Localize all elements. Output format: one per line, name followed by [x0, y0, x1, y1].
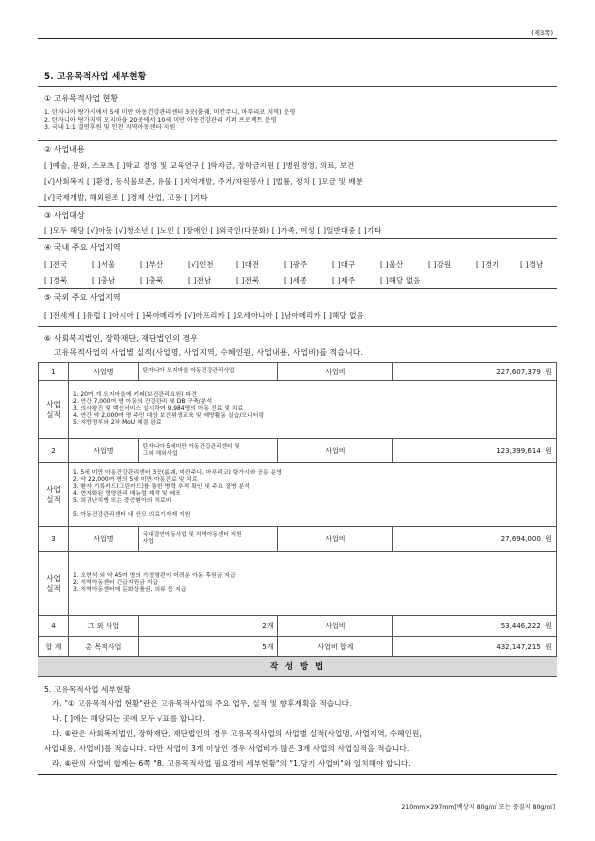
performance-details	[68, 463, 556, 527]
detail-line: 3. 의사왕진 및 백신서비스 실시하여 9,984명의 아동 진료 및 치료	[72, 406, 244, 412]
region-option: [ ]제주	[332, 276, 356, 285]
instruction-line: 사업내용, 사업비)를 적습니다. 다만 사업이 3개 이상인 경우 사업비가 많은 3개 사업의 사업실적을 적습니다.	[44, 744, 410, 753]
project-detail-row	[39, 463, 557, 527]
target-header: ③ 사업대상	[44, 211, 85, 220]
section-title: 5. 고유목적사업 세부현황	[44, 72, 147, 82]
current-line: 1. 탄자니아 탕가시에서 5세 미만 아동건강관리센터 3곳(룸궤, 미칸주니, 마푸리코 지역) 운영	[44, 109, 296, 116]
instruction-line: 라. ⑥란의 사업비 합계는 6쪽 "8. 고유목적사업 필요경비 세부현황"의 "1.당기 사업비"와 일치해야 합니다.	[52, 759, 411, 768]
instruction-line: 나. [ ]에는 해당되는 곳에 모두 √표를 합니다.	[52, 714, 205, 723]
other-cost-cell	[393, 616, 557, 637]
project-row	[39, 363, 557, 381]
project-name-label: 사업명	[68, 527, 138, 552]
detail-line: 5. 희귀난치병 또는 중증환아의 치료비	[72, 498, 172, 504]
content-row: [√]사회복지 [ ]환경, 동식물보존, 유물 [ ]지역개발, 주거/자원봉사 [ ]법률, 정치 [ ]모금 및 배분	[44, 177, 364, 186]
project-cost: 227,607,379	[496, 367, 541, 376]
performance-table	[38, 362, 557, 658]
overseas-block	[38, 288, 557, 327]
detail-line: 3. 지역아동센터에 문화상품권, 의류 등 지급	[72, 587, 187, 593]
region-option: [ ]대구	[332, 260, 356, 269]
current-status-lines	[44, 109, 295, 132]
region-option: [ ]광주	[284, 260, 308, 269]
won-unit: 원	[545, 643, 552, 651]
detail-line: 2. 연간 7,000여 명 아동의 건강관리 및 DB 구축/분석	[72, 399, 213, 405]
detail-line: 2. 약 22,000여 명의 5세 미만 아동진료 및 치료	[72, 477, 198, 483]
domestic-header: ④ 국내 주요 사업지역	[44, 243, 121, 252]
bottom-rule	[38, 774, 557, 775]
project-detail-row	[39, 552, 557, 616]
won-unit: 원	[545, 367, 552, 376]
target-row: [ ]모두 해당 [√]아동 [√]청소년 [ ]노인 [ ]장애인 [ ]외국인(다문화) [ ]가족, 여성 [ ]일반대중 [ ]기타	[44, 226, 382, 235]
performance-label: 사업 실적	[39, 552, 69, 616]
region-option: [ ]전남	[188, 276, 212, 285]
region-option: [ ]대전	[236, 260, 260, 269]
domestic-block	[38, 238, 557, 289]
region-option: [ ]강원	[428, 260, 452, 269]
current-line: 2. 탄자니아 탕가지역 오지마을 20곳에서 10세 미만 아동건강관리 키퍼 프로젝트 운영	[44, 116, 277, 124]
instruction-line: 다. ⑥란은 사회복지법인, 장학재단, 재단법인의 경우 고유목적사업의 사업별 실적(사업명, 사업지역, 수혜인원,	[52, 729, 422, 738]
detail-line	[73, 505, 552, 512]
detail-line: 4. 현지화된 영양관리 매뉴얼 제작 및 배포	[72, 491, 181, 497]
detail-line: 1. 20여 개 오지마을에 키퍼(보건관리요원) 파견	[72, 392, 197, 398]
top-rule	[38, 38, 557, 39]
project-name-label: 사업명	[68, 363, 138, 381]
project-cost-cell	[393, 363, 557, 381]
total-row	[39, 637, 557, 658]
instruction-line: 5. 고유목적사업 세부현황	[44, 685, 131, 694]
total-number: 합 계	[39, 637, 69, 658]
region-option: [ ]충남	[92, 276, 116, 285]
project-row	[39, 527, 557, 552]
detail-line: 1. 오현석 외 약 45여 명의 가정형편이 어려운 아동 후원금 지급	[72, 573, 236, 579]
project-cost-cell	[393, 527, 557, 552]
page-tag: (제3쪽)	[531, 29, 553, 37]
welfare-header: ⑥ 사회복지법인, 장학재단, 재단법인의 경우	[44, 334, 198, 343]
region-option: [ ]울산	[380, 260, 404, 269]
performance-details	[68, 552, 556, 616]
region-option: [ ]충북	[140, 276, 164, 285]
welfare-block	[38, 326, 557, 363]
instruction-line: 가. "① 고유목적사업 현황"란은 고유목적사업의 주요 업무, 실적 및 향후계획을 적습니다.	[52, 699, 352, 708]
project-name: 국내결연아동사업 및 지역아동센터 지원 사업	[138, 527, 278, 552]
other-cost: 53,446,222	[500, 622, 541, 630]
other-cost-label: 사업비	[278, 616, 393, 637]
region-option: [ ]경남	[520, 260, 544, 269]
total-cost-cell	[393, 637, 557, 658]
current-line: 3. 국내 1:1 결연후원 및 인천 지역아동센터 지원	[44, 124, 176, 132]
detail-line: 5. 지방정부와 2차 MoU 체결 완료	[72, 420, 162, 426]
project-cost: 27,694,000	[500, 535, 541, 543]
won-unit: 원	[545, 535, 552, 543]
paper-spec: 210mm×297mm[백상지 80g/㎡ 또는 중질지 80g/㎡]	[401, 804, 555, 811]
performance-label: 사업 실적	[39, 463, 69, 527]
region-option: [ ]경기	[476, 260, 500, 269]
total-cost: 432,147,215	[496, 643, 541, 651]
project-name: 탄자니아 5세미만 아동건강관리센터 및 그외 해외사업	[138, 439, 278, 463]
total-count: 5개	[138, 637, 278, 658]
detail-line: 2. 지역아동센터 긴급지원금 지급	[72, 580, 159, 586]
region-option: [ ]경북	[44, 276, 68, 285]
won-unit: 원	[545, 622, 552, 630]
project-cost: 123,399,614	[496, 446, 541, 455]
instructions-title: 작 성 방 법	[38, 656, 557, 677]
performance-details	[68, 381, 556, 439]
detail-line: 4. 연간 약 2,000여 명 주민 대상 보건위생교육 및 예방활동 실습/모니터링	[72, 413, 265, 419]
project-number: 2	[39, 439, 69, 463]
content-block	[38, 140, 557, 207]
region-option: [ ]해당 없음	[380, 276, 421, 285]
detail-line: 3. 환자 기록카드(그린카드)를 통한 병력 추적 확인 및 주요 질병 분석	[72, 484, 250, 490]
overseas-row: [ ]전세계 [ ]유럽 [ ]아시아 [ ]북아메리카 [√]아프리카 [ ]오세아니아 [ ]남아메리카 [ ]해당 없음	[44, 311, 365, 320]
detail-line: 5. 아동건강관리센터 내 산모 의료기자재 지원	[72, 512, 191, 518]
other-number: 4	[39, 616, 69, 637]
overseas-header: ⑤ 국외 주요 사업지역	[44, 293, 121, 302]
project-row	[39, 439, 557, 463]
total-label: 총 목적사업	[68, 637, 138, 658]
project-number: 3	[39, 527, 69, 552]
project-detail-row	[39, 381, 557, 439]
region-option: [√]인천	[188, 260, 214, 269]
content-row: [√]국제개발, 해외원조 [ ]경제 산업, 고용 [ ]기타	[44, 193, 208, 202]
project-cost-cell	[393, 439, 557, 463]
region-option: [ ]세종	[284, 276, 308, 285]
project-name: 탄자니아 오지마을 아동건강관리사업	[138, 363, 278, 381]
detail-line: 1. 5세 미만 아동건강관리센터 3곳(룸궤, 미칸주니, 마푸리코) 탕가시와 공동 운영	[72, 470, 282, 476]
content-row: [ ]예술, 문화, 스포츠 [ ]학교 경영 및 교육연구 [ ]학자금, 장학금지원 [ ]병원경영, 의료, 보건	[44, 161, 355, 170]
target-block	[38, 206, 557, 239]
other-count: 2개	[138, 616, 278, 637]
project-number: 1	[39, 363, 69, 381]
region-option: [ ]부산	[140, 260, 164, 269]
other-label: 그 외 사업	[68, 616, 138, 637]
project-cost-label: 사업비	[278, 363, 393, 381]
current-status-header: ① 고유목적사업 현황	[44, 94, 119, 103]
project-cost-label: 사업비	[278, 439, 393, 463]
performance-label: 사업 실적	[39, 381, 69, 439]
won-unit: 원	[545, 446, 552, 455]
region-option: [ ]전국	[44, 260, 68, 269]
content-header: ② 사업내용	[44, 145, 85, 154]
project-name-label: 사업명	[68, 439, 138, 463]
other-projects-row	[39, 616, 557, 637]
region-option: [ ]서울	[92, 260, 116, 269]
current-status-block	[38, 86, 557, 141]
project-cost-label: 사업비	[278, 527, 393, 552]
total-cost-label: 사업비 합계	[278, 637, 393, 658]
region-option: [ ]전북	[236, 276, 260, 285]
welfare-subtext: 고유목적사업의 사업별 실적(사업명, 사업지역, 수혜인원, 사업내용, 사업비)를 적습니다.	[54, 348, 364, 357]
